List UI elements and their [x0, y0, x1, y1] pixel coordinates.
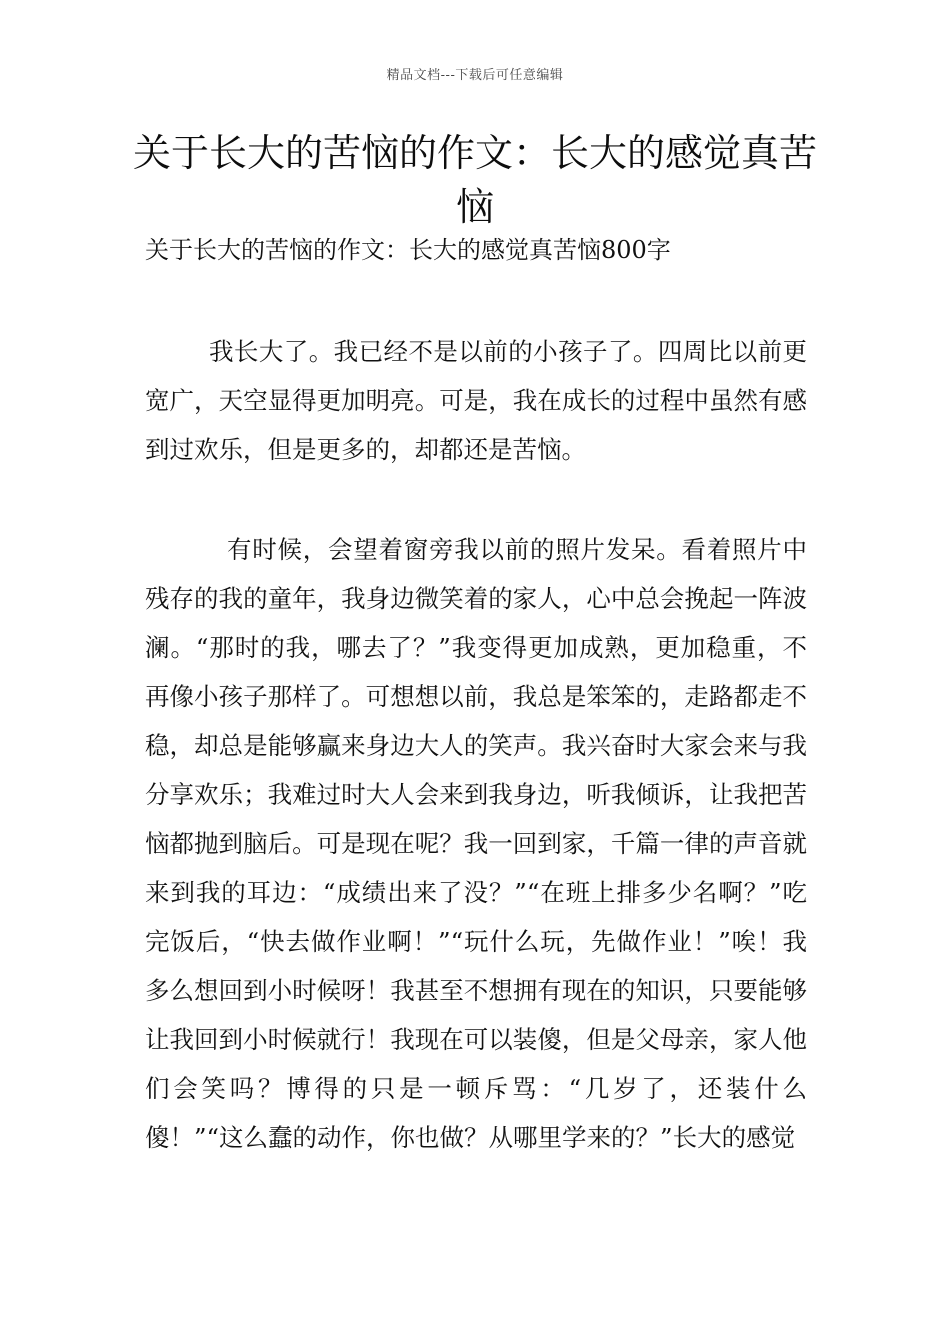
paragraph-1: 我长大了。我已经不是以前的小孩子了。四周比以前更宽广，天空显得更加明亮。可是，我在成长的过程中虽然有感到过欢乐，但是更多的，却都还是苦恼。	[145, 337, 807, 464]
document-title: 关于长大的苦恼的作文：长大的感觉真苦恼	[132, 131, 817, 229]
document-subtitle: 关于长大的苦恼的作文：长大的感觉真苦恼800字	[145, 236, 671, 264]
paragraph-2: 有时候，会望着窗旁我以前的照片发呆。看着照片中残存的我的童年，我身边微笑着的家人，心中总会挽起一阵波澜。“那时的我，哪去了？”我变得更加成熟，更加稳重，不再像小孩子那样了。可想想以前，我总是笨笨的，走路都走不稳，却总是能够赢来身边大人的笑声。我兴奋时大家会来与我分享欢乐；我难过时大人会来到我身边，听我倾诉，让我把苦恼都抛到脑后。可是现在呢？我一回到家，千篇一律的声音就来到我的耳边：“成绩出来了没？”“在班上排多少名啊？”吃完饭后，“快去做作业啊！”“玩什么玩，先做作业！”唉！我多么想回到小时候呀！我甚至不想拥有现在的知识，只要能够让我回到小时候就行！我现在可以装傻，但是父母亲，家人他们会笑吗？博得的只是一顿斥骂：“几岁了，还装什么傻！”“这么蠢的动作，你也做？从哪里学来的？”长大的感觉	[145, 535, 807, 1152]
header-note: 精品文档---下载后可任意编辑	[386, 68, 564, 83]
